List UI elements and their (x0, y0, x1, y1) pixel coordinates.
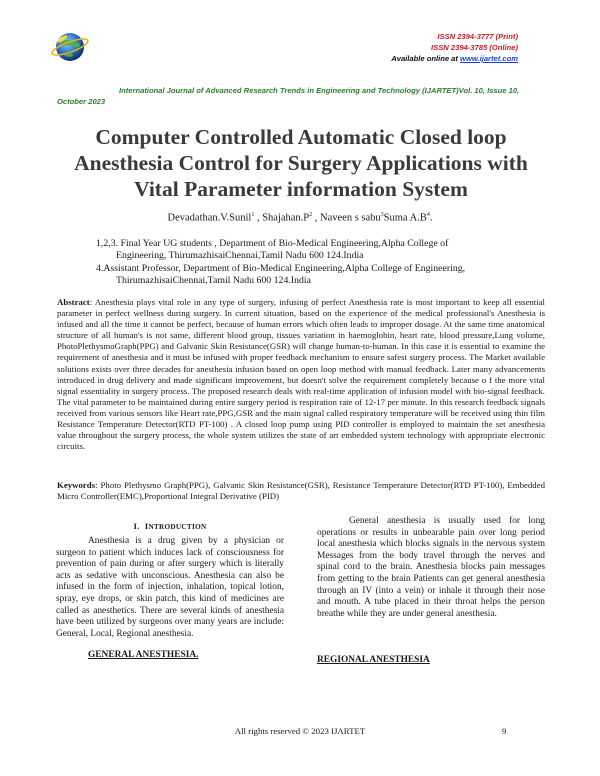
affiliation-professor (96, 263, 546, 287)
affiliation-line: 1,2,3. Final Year UG students , Department of Bio-Medical Engineering,Alpha College of (96, 238, 449, 249)
regional-anesthesia-heading: REGIONAL ANESTHESIA (317, 655, 430, 665)
intro-text: Anesthesia is a drug given by a physician or surgeon to patient which induces lack of consciousness for prevention of pain during or after surgery which is literally acts as sedative with unconscious. Anesthesia can also be infused in the form of injection, inhalation, topical lotion, spray, eye drops, or skin patch, this kind of medicines are called as anesthetics. There are several kinds of anesthesia have been utilized by surgeons over many years are include: General, Local, Regional anesthesia. (56, 536, 284, 639)
general-text: General anesthesia is usually used for long operations or results in unbearable pain over long period local anesthesia which blocks signals in the nervous system Messages from the body travel through the nerves and spinal cord to the brain. Anesthesia blocks pain messages from getting to the brain Patients can get general anesthesia through an IV (into a vein) or inhale it through their nose and mouth. A tube placed in their throat helps the person breathe while they are under general anesthesia. (317, 516, 545, 619)
author-name: Shajahan.P (262, 212, 310, 224)
intro-paragraph (56, 536, 284, 640)
section-title-rest: NTRODUCTION (148, 523, 207, 531)
author-name: Devadathan.V.Sunil (167, 212, 252, 224)
author-sup: 2 (309, 212, 313, 218)
author-sup: 1 (251, 212, 255, 218)
keywords (57, 480, 545, 502)
author-sup: 4 (426, 212, 430, 218)
section-heading-introduction (56, 521, 284, 531)
affiliation-line-cont: Engineering, ThirumazhisaiChennai,Tamil Nadu 600 124.India (116, 250, 364, 261)
page-number: 9 (502, 726, 507, 736)
author-sep: , (254, 212, 263, 224)
issn-online: ISSN 2394-3785 (Online) (431, 43, 518, 52)
section-title-initial: I (144, 521, 149, 531)
abstract (57, 297, 545, 452)
issn-print: ISSN 2394-3777 (Print) (437, 32, 518, 41)
journal-website-link[interactable]: www.ijartet.com (460, 54, 518, 63)
available-online (391, 54, 518, 64)
author-list (0, 212, 600, 224)
footer-copyright: All rights reserved © 2023 IJARTET (234, 726, 366, 736)
affiliation-line-cont: ThirumazhisaiChennai,Tamil Nadu 600 124.India (116, 275, 311, 286)
general-anesthesia-heading: GENERAL ANESTHESIA. (88, 650, 199, 660)
affiliation-line: 4.Assistant Professor, Department of Bio-Medical Engineering,Alpha College of Engineering, (96, 263, 466, 274)
available-online-label: Available online at (391, 54, 461, 63)
author-sep: , (312, 212, 321, 224)
section-number: I. (133, 521, 140, 531)
author-sep: . (429, 212, 433, 224)
author-name: Naveen s sabu (320, 212, 381, 224)
journal-logo-icon (50, 26, 90, 66)
author-sup: 3 (380, 212, 384, 218)
abstract-label: Abstract (57, 297, 90, 307)
affiliation-students (96, 238, 546, 262)
abstract-text: : Anesthesia plays vital role in any type of surgery, infusing of perfect Anesthesia rate is most important to keep all essential parameter in perfect wellness during surgery. In current situation, based on the experience of the medical professional's Anesthesia is infused and all the time it cannot be perfect, because of human errors which often leads to improper dosage. At the same time anatomical structure of all human's is not same, different blood group, tissues variation in haemoglobin, heart rate, blood pressure,Lung volume, PhotoPlethysmoGraph(PPG) and Galvanic Skin Resistance(GSR) will change human-to-human. In this case it is essential to examine the requirement of anesthesia and it must be infused with proper feedback mechanism to ensure safest surgery process. The Market available solutions exists over three decades for anesthesia infusion based on open loop method with manual feedback. Later many advancements introduced in drug delivery and made significant improvement, but doesn't solve the requirement completely because o f the more vital signal essentiality in surgery process. The proposed research deals with real-time application of infusion model with bio-signal feedback. The vital parameter to be maintained during entire surgery period is respiration rate of 12-17 per minute. In this research feedback signals received from various sensors like Heart rate,PPG,GSR and the main signal called respiratory temperature will be received using thin film Resistance Temperature Detector(RTD PT-100) . A closed loop pump using PID controller is employed to maintain the set anesthesia value throughout the surgery process, the whole system utilizes the state of art embedded system technology with appropriate electronic circuits. (57, 297, 545, 452)
keywords-text: : Photo Plethysmo Graph(PPG), Galvanic Skin Resistance(GSR), Resistance Temperature Detector(RTD PT-100), Embedded Micro Controller(EMC),Proportional Integral Derivative (PID) (57, 480, 545, 502)
paper-title: Computer Controlled Automatic Closed loop Anesthesia Control for Surgery Applications with Vital Parameter information System (74, 125, 528, 201)
keywords-label: Keywords (57, 480, 96, 490)
general-paragraph (317, 516, 545, 620)
author-name: Suma A.B (383, 212, 427, 224)
journal-info: International Journal of Advanced Research Trends in Engineering and Technology (IJARTET)Vol. 10, Issue 10, October 2023 (57, 86, 520, 106)
